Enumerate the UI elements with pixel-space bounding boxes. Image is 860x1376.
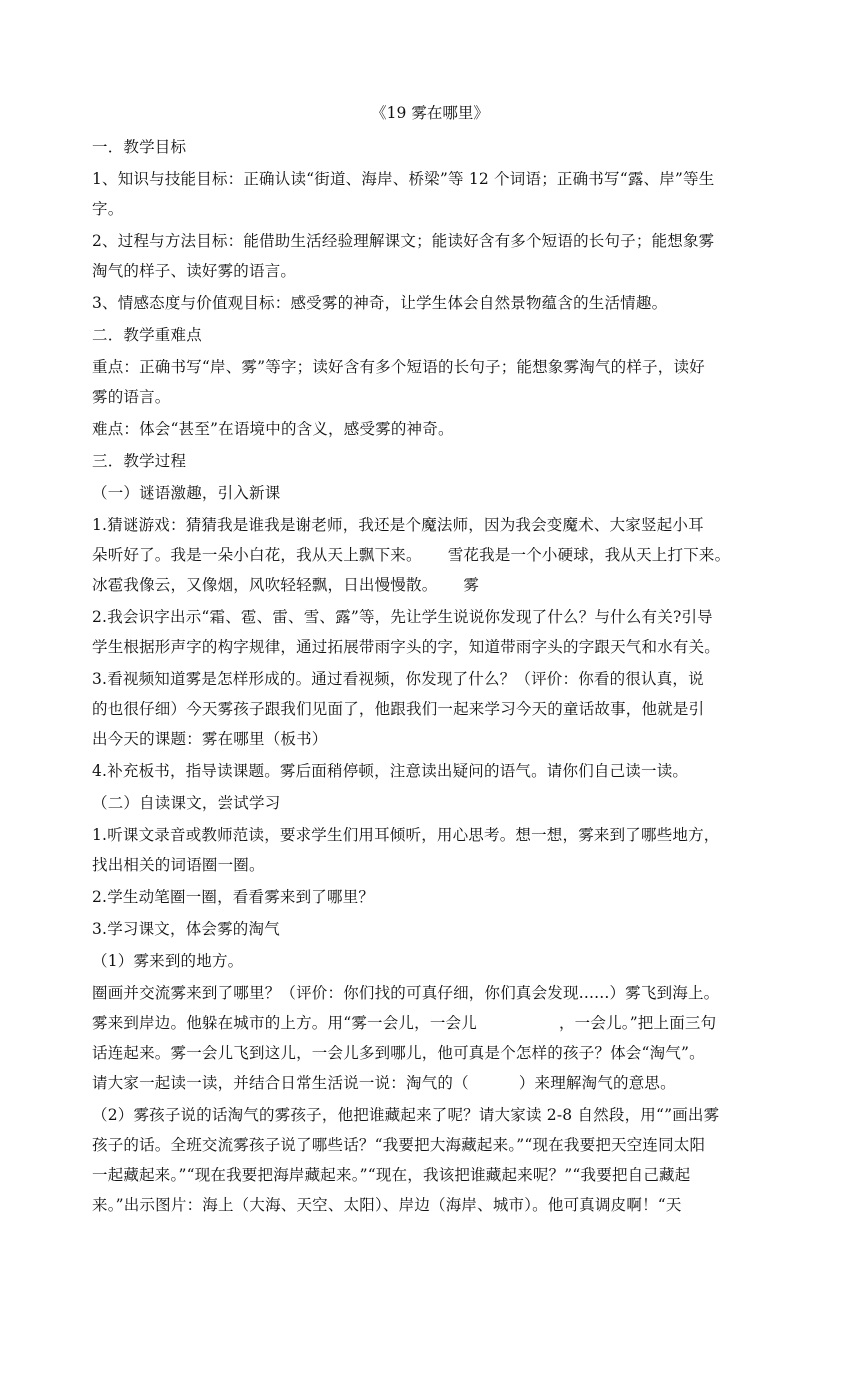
goal-knowledge	[92, 164, 768, 224]
goal-process	[92, 226, 768, 286]
section-heading-process: 三．教学过程	[92, 452, 187, 470]
section-heading-goals: 一．教学目标	[92, 138, 187, 156]
text-line: 2.我会识字出示“霜、雹、雷、雪、露”等，先让学生说说你发现了什么？与什么有关?引导	[92, 608, 713, 626]
paragraph-fog-words	[92, 1100, 768, 1220]
text-line: 学生根据形声字的构字规律，通过拓展带雨字头的字，知道带雨字头的字跟天气和水有关。	[92, 638, 721, 656]
paragraph-fog-places	[92, 978, 768, 1098]
text-line: 的也很仔细）今天雾孩子跟我们见面了，他跟我们一起来学习今天的童话故事，他就是引	[92, 700, 705, 718]
text-line: 一起藏起来。”“现在我要把海岸藏起来。”“现在，我该把谁藏起来呢？”“我要把自己藏起	[92, 1166, 691, 1184]
text-line	[92, 1008, 768, 1038]
sub-item-fog-places: （1）雾来到的地方。	[92, 952, 244, 970]
text-segment: ，一会儿。”把上面三句	[558, 1014, 717, 1032]
paragraph-board-writing: 4.补充板书，指导读课题。雾后面稍停顿，注意读出疑问的语气。请你们自己读一读。	[92, 762, 689, 780]
text-line: 1.猜谜游戏：猜猜我是谁我是谢老师，我还是个魔法师，因为我会变魔术、大家竖起小耳	[92, 516, 704, 534]
document-title: 《19 雾在哪里》	[371, 104, 489, 122]
text-line: 找出相关的词语圈一圈。	[92, 856, 265, 874]
text-line	[92, 1068, 768, 1098]
text-line: 1、知识与技能目标：正确认读“街道、海岸、桥梁”等 12 个词语；正确书写“露、岸”等生	[92, 170, 715, 188]
text-line: 圈画并交流雾来到了哪里？（评价：你们找的可真仔细，你们真会发现......）雾飞到海上。	[92, 984, 720, 1002]
text-line: 字。	[92, 200, 124, 218]
paragraph-character-recognition	[92, 602, 768, 662]
text-segment: 冰雹我像云，又像烟，风吹轻轻飘，日出慢慢散。	[92, 576, 438, 594]
text-line: 话连起来。雾一会儿飞到这儿，一会儿多到哪儿，他可真是个怎样的孩子？体会“淘气”。	[92, 1044, 705, 1062]
text-line	[92, 570, 768, 600]
text-line: 1.听课文录音或教师范读，要求学生们用耳倾听，用心思考。想一想，雾来到了哪些地方，	[92, 826, 720, 844]
text-line: 3.看视频知道雾是怎样形成的。通过看视频，你发现了什么？（评价：你看的很认真，说	[92, 670, 704, 688]
text-line: 孩子的话。全班交流雾孩子说了哪些话？“我要把大海藏起来。”“现在我要把天空连同太阳	[92, 1136, 706, 1154]
key-point	[92, 352, 768, 412]
text-line: 淘气的样子、读好雾的语言。	[92, 262, 297, 280]
paragraph-video	[92, 664, 768, 754]
paragraph-listening	[92, 820, 768, 880]
text-segment: 请大家一起读一读，并结合日常生活说一说：淘气的（	[92, 1074, 469, 1092]
text-segment: 雪花我是一个小硬球，我从天上打下来。	[447, 546, 731, 564]
text-line: 雾的语言。	[92, 388, 171, 406]
text-line	[92, 540, 768, 570]
text-line: （2）雾孩子说的话淘气的雾孩子，他把谁藏起来了呢？请大家读 2-8 自然段，用“”画出雾	[92, 1106, 720, 1124]
difficult-point: 难点：体会“甚至”在语境中的含义，感受雾的神奇。	[92, 420, 454, 438]
text-segment: 雾来到岸边。他躲在城市的上方。用“雾一会儿，一会儿	[92, 1014, 477, 1032]
text-line: 2、过程与方法目标：能借助生活经验理解课文；能读好含有多个短语的长句子；能想象雾	[92, 232, 715, 250]
text-line: 出今天的课题：雾在哪里（板书）	[92, 730, 328, 748]
paragraph-study-text: 3.学习课文，体会雾的淘气	[92, 920, 280, 938]
section-heading-key-points: 二．教学重难点	[92, 326, 202, 344]
text-segment: ）来理解淘气的意思。	[518, 1074, 676, 1092]
text-line: 来。”出示图片：海上（大海、天空、太阳）、岸边（海岸、城市）。他可真调皮啊！“天	[92, 1196, 682, 1214]
text-segment: 朵听好了。我是一朵小白花，我从天上飘下来。	[92, 546, 422, 564]
subsection-heading-riddle: （一）谜语激趣，引入新课	[92, 484, 281, 502]
text-line: 重点：正确书写“岸、雾”等字；读好含有多个短语的长句子；能想象雾淘气的样子，读好	[92, 358, 705, 376]
subsection-heading-self-reading: （二）自读课文，尝试学习	[92, 794, 281, 812]
paragraph-circling: 2.学生动笔圈一圈，看看雾来到了哪里？	[92, 888, 375, 906]
text-segment: 雾	[463, 576, 480, 594]
paragraph-riddle-game	[92, 510, 768, 600]
goal-emotion: 3、情感态度与价值观目标：感受雾的神奇，让学生体会自然景物蕴含的生活情趣。	[92, 294, 668, 312]
